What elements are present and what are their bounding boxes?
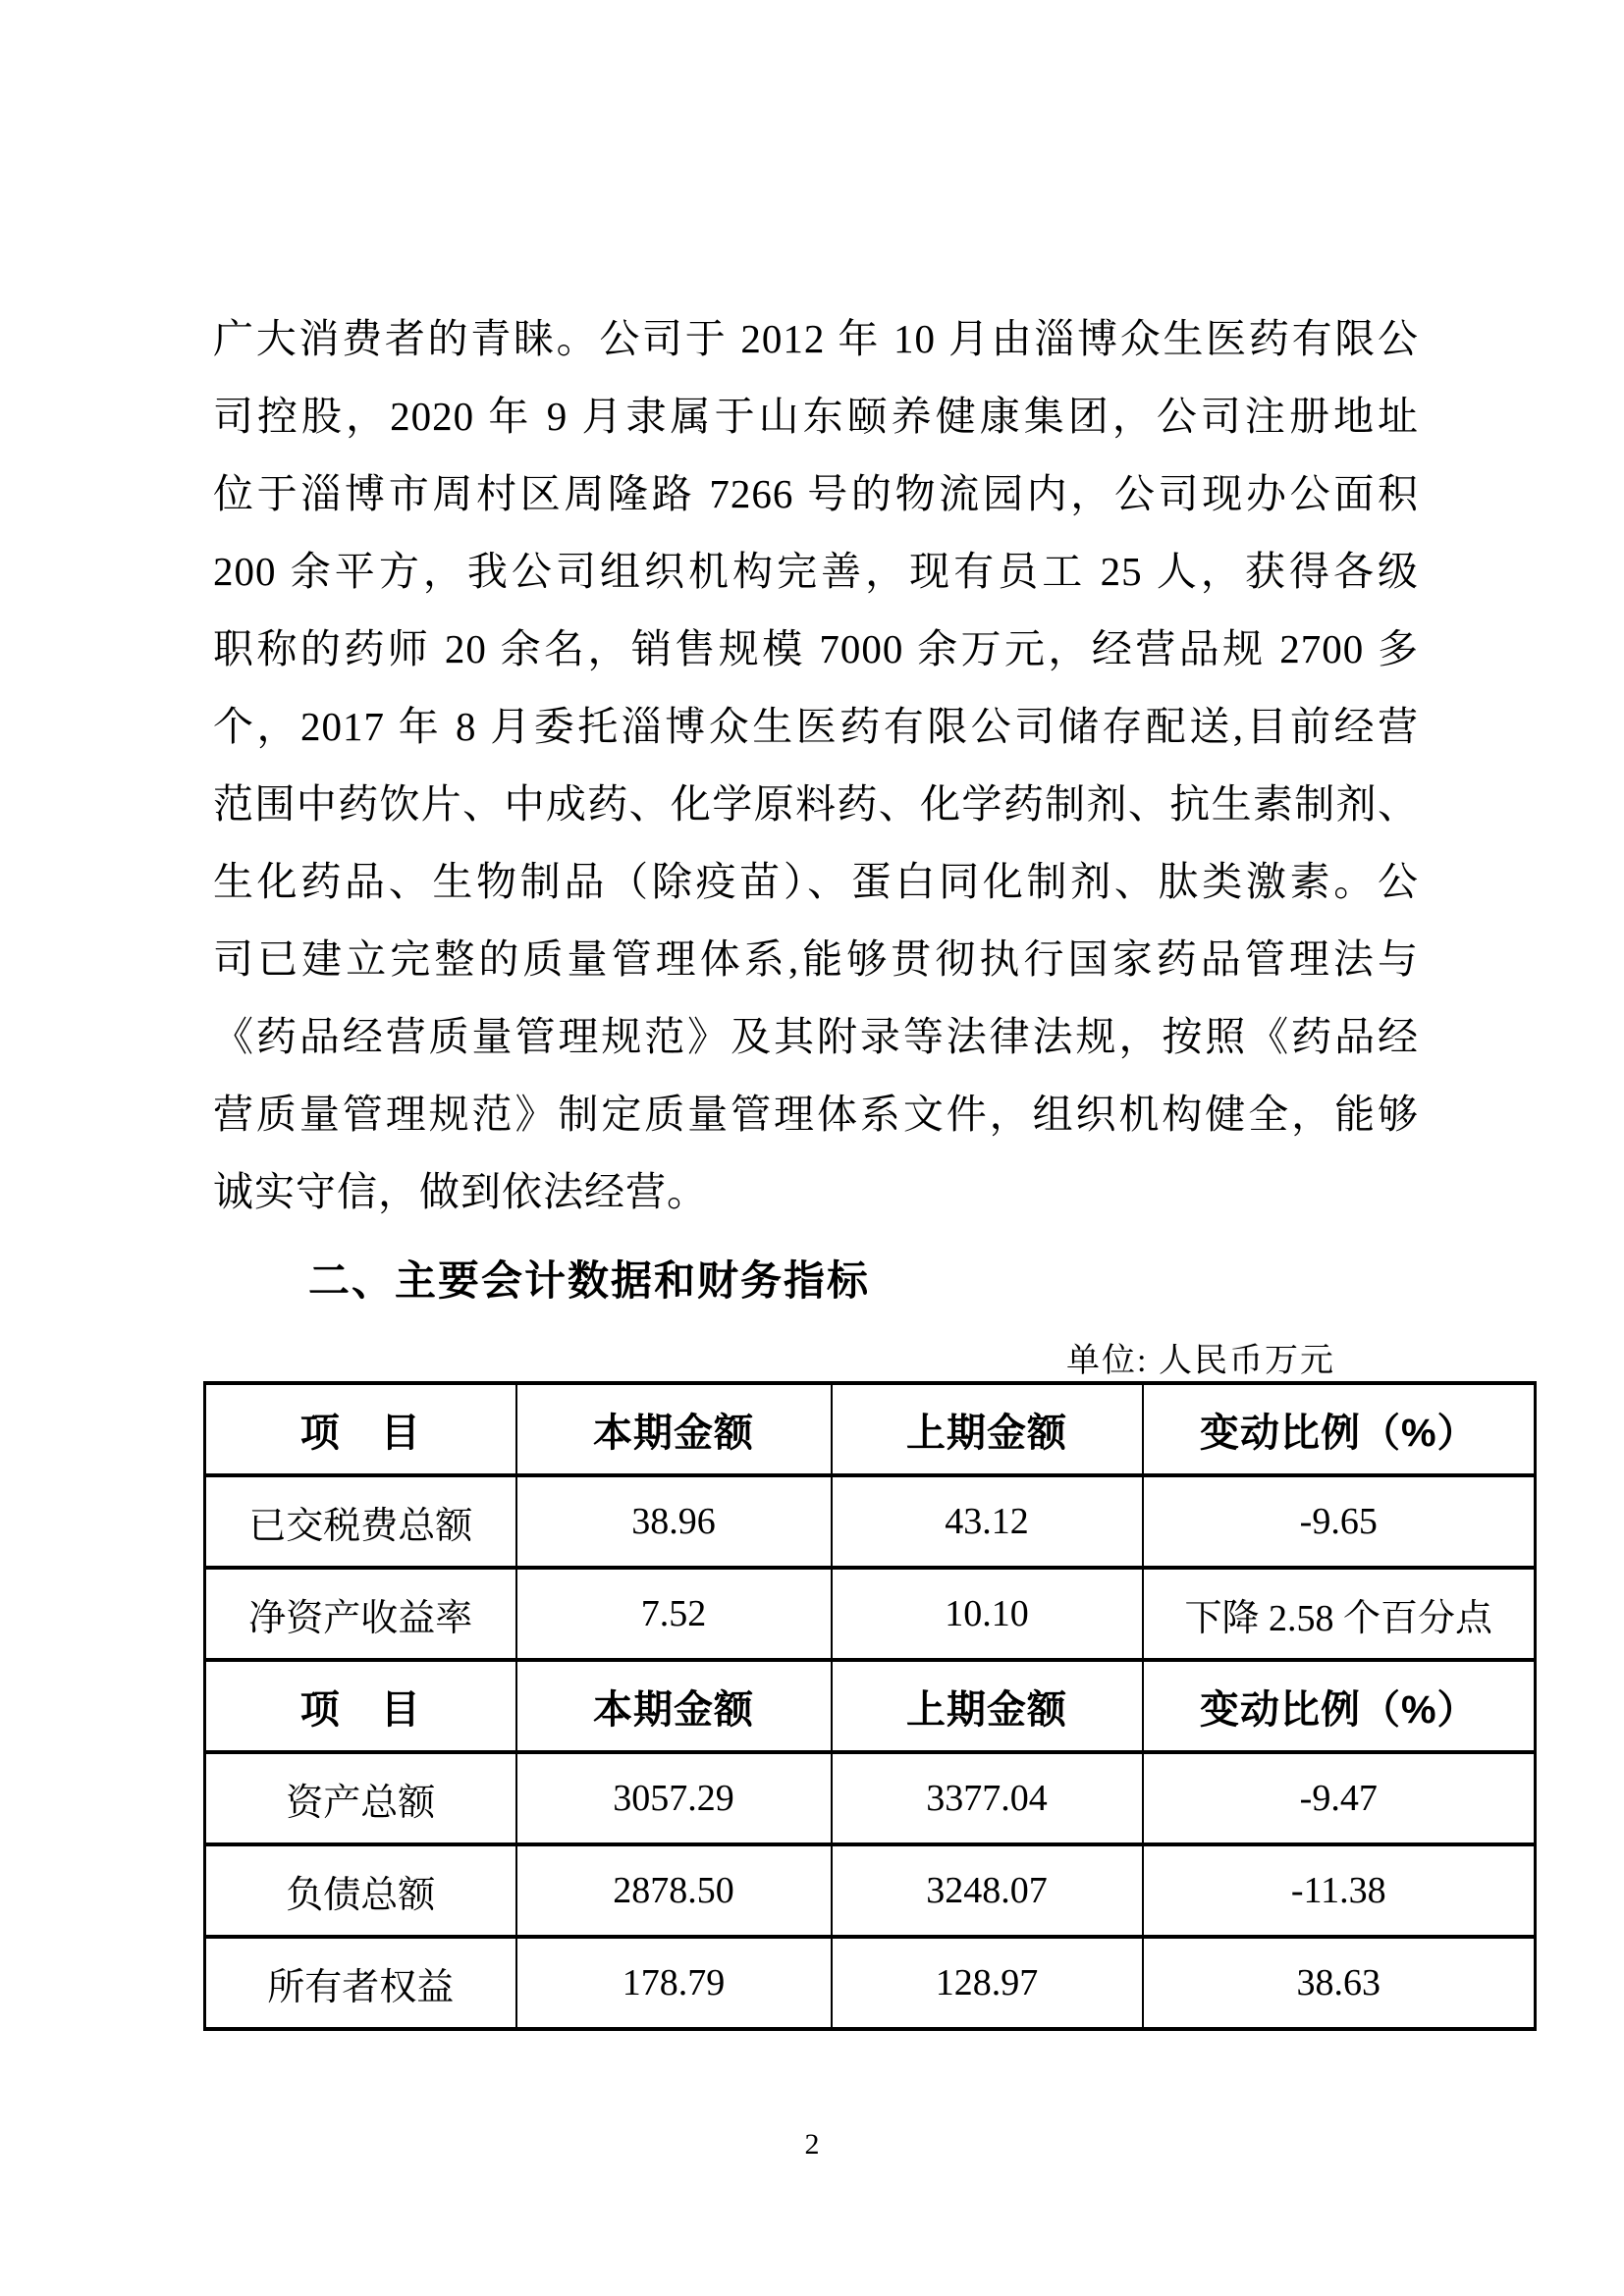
table-cell: 已交税费总额 (205, 1475, 516, 1568)
table-row (205, 1844, 1536, 1937)
paragraph-line: 生化药品、生物制品（除疫苗）、蛋白同化制剂、肽类激素。公 (213, 859, 1419, 904)
table-header-row (205, 1383, 1536, 1475)
table-header-cell: 项 目 (205, 1660, 516, 1752)
table-header-cell: 本期金额 (516, 1660, 832, 1752)
paragraph-line: 诚实守信，做到依法经营。 (213, 1169, 708, 1214)
table-cell: -11.38 (1143, 1844, 1536, 1937)
paragraph-line: 范围中药饮片、中成药、化学原料药、化学药制剂、抗生素制剂、 (213, 781, 1419, 827)
table-header-cell: 变动比例（%） (1143, 1383, 1536, 1475)
table-header-row (205, 1660, 1536, 1752)
section-heading: 二、主要会计数据和财务指标 (308, 1257, 871, 1304)
table-cell: 178.79 (516, 1937, 832, 2029)
table-header-cell: 变动比例（%） (1143, 1660, 1536, 1752)
table-header-cell: 本期金额 (516, 1383, 832, 1475)
table-row (205, 1475, 1536, 1568)
table-cell: -9.65 (1143, 1475, 1536, 1568)
paragraph-line: 位于淄博市周村区周隆路 7266 号的物流园内，公司现办公面积 (213, 471, 1419, 516)
table-row (205, 1752, 1536, 1844)
table-cell: 资产总额 (205, 1752, 516, 1844)
table-header-cell: 上期金额 (832, 1660, 1143, 1752)
table-cell: 38.63 (1143, 1937, 1536, 2029)
table-row (205, 1568, 1536, 1660)
paragraph-line: 司已建立完整的质量管理体系,能够贯彻执行国家药品管理法与 (213, 936, 1419, 982)
table-header-cell: 上期金额 (832, 1383, 1143, 1475)
table-header-cell: 项 目 (205, 1383, 516, 1475)
table-cell: 3057.29 (516, 1752, 832, 1844)
paragraph-line: 司控股，2020 年 9 月隶属于山东颐养健康集团，公司注册地址 (213, 394, 1419, 439)
table-cell: 2878.50 (516, 1844, 832, 1937)
table-cell: 3248.07 (832, 1844, 1143, 1937)
table-cell: 10.10 (832, 1568, 1143, 1660)
table-cell: 负债总额 (205, 1844, 516, 1937)
page-number: 2 (804, 2128, 820, 2161)
paragraph-line: 营质量管理规范》制定质量管理体系文件，组织机构健全，能够 (213, 1092, 1419, 1137)
table-cell: -9.47 (1143, 1752, 1536, 1844)
table-cell: 净资产收益率 (205, 1568, 516, 1660)
paragraph-line: 广大消费者的青睐。公司于 2012 年 10 月由淄博众生医药有限公 (213, 316, 1419, 361)
paragraph-line: 《药品经营质量管理规范》及其附录等法律法规，按照《药品经 (213, 1014, 1419, 1059)
financial-table (203, 1381, 1537, 2031)
table-cell: 43.12 (832, 1475, 1143, 1568)
table-cell: 7.52 (516, 1568, 832, 1660)
table-cell: 下降 2.58 个百分点 (1143, 1568, 1536, 1660)
paragraph-line: 200 余平方，我公司组织机构完善，现有员工 25 人，获得各级 (213, 549, 1419, 594)
table-cell: 128.97 (832, 1937, 1143, 2029)
table-row (205, 1937, 1536, 2029)
table-cell: 3377.04 (832, 1752, 1143, 1844)
paragraph-line: 职称的药师 20 余名，销售规模 7000 余万元，经营品规 2700 多 (213, 626, 1419, 671)
table-cell: 所有者权益 (205, 1937, 516, 2029)
unit-label: 单位: 人民币万元 (1066, 1343, 1335, 1379)
table-cell: 38.96 (516, 1475, 832, 1568)
body-paragraph (213, 300, 1419, 1231)
paragraph-line: 个，2017 年 8 月委托淄博众生医药有限公司储存配送,目前经营 (213, 704, 1419, 749)
